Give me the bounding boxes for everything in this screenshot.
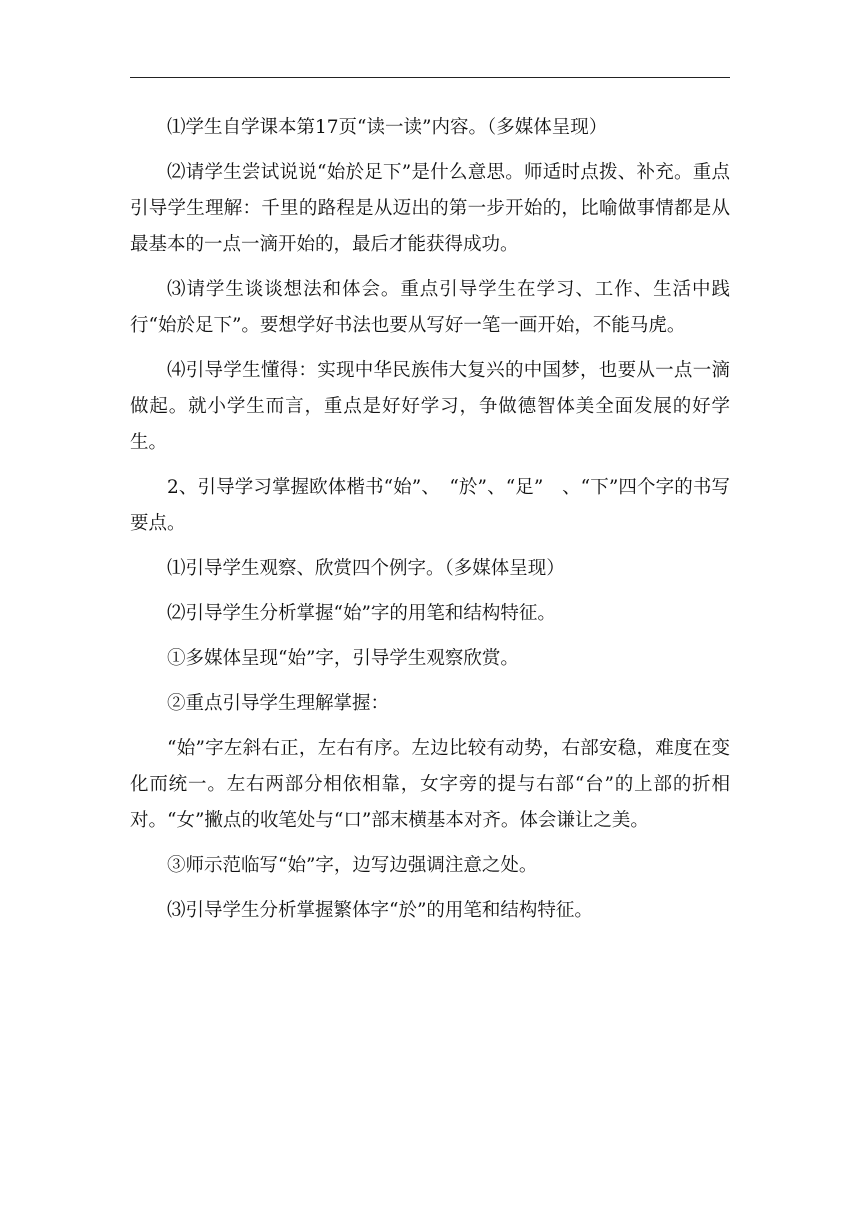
header-rule	[130, 77, 730, 78]
paragraph-6: ⑴引导学生观察、欣赏四个例字。（多媒体呈现）	[167, 558, 565, 579]
paragraph-11: ③师示范临写“始”字，边写边强调注意之处。	[167, 855, 538, 876]
paragraph-12: ⑶引导学生分析掌握繁体字“於”的用笔和结构特征。	[167, 900, 593, 921]
document-body	[130, 110, 730, 938]
paragraph-9: ②重点引导学生理解掌握：	[167, 693, 390, 714]
paragraph-2: ⑵请学生尝试说说“始於足下”是什么意思。师适时点拨、补充。重点引导学生理解：千里的路程是从迈出的第一步开始的，比喻做事情都是从最基本的一点一滴开始的，最后才能获得成功。	[130, 162, 730, 255]
paragraph-1: ⑴学生自学课本第17页“读一读”内容。（多媒体呈现）	[167, 117, 608, 138]
paragraph-3: ⑶请学生谈谈想法和体会。重点引导学生在学习、工作、生活中践行“始於足下”。要想学好书法也要从写好一笔一画开始，不能马虎。	[130, 279, 730, 336]
paragraph-4: ⑷引导学生懂得：实现中华民族伟大复兴的中国梦，也要从一点一滴做起。就小学生而言，重点是好好学习，争做德智体美全面发展的好学生。	[130, 360, 730, 453]
paragraph-5: 2、引导学习掌握欧体楷书“始”、 “於”、“足” 、“下”四个字的书写要点。	[130, 477, 730, 534]
paragraph-8: ①多媒体呈现“始”字，引导学生观察欣赏。	[167, 648, 519, 669]
paragraph-7: ⑵引导学生分析掌握“始”字的用笔和结构特征。	[167, 603, 556, 624]
paragraph-10: “始”字左斜右正，左右有序。左边比较有动势，右部安稳，难度在变化而统一。左右两部分相依相靠，女字旁的提与右部“台”的上部的折相对。“女”撇点的收笔处与“口”部末横基本对齐。体会谦让之美。	[130, 738, 730, 831]
